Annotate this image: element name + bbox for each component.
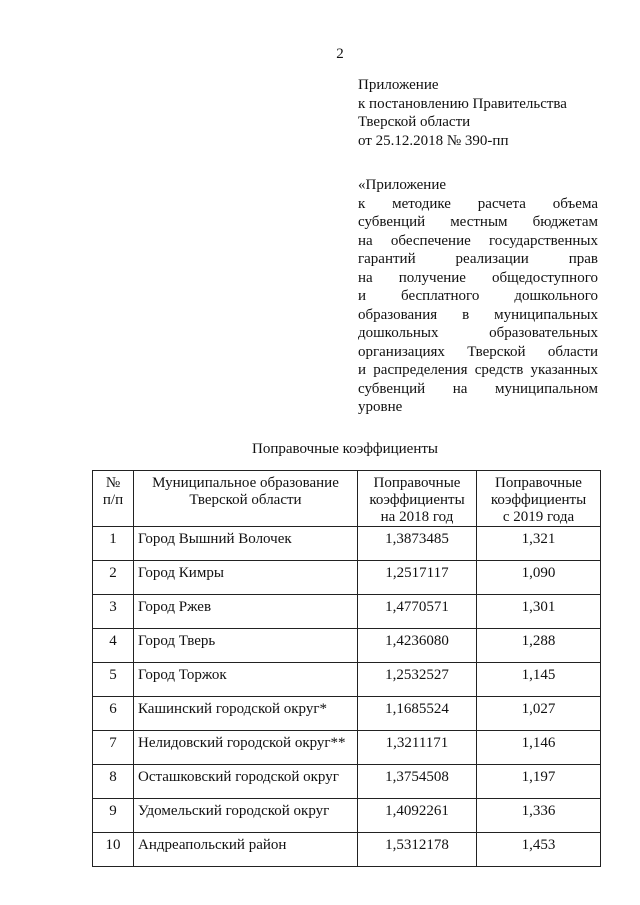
appendix-quote-word: муниципальном: [495, 380, 598, 397]
table-cell: Город Кимры: [134, 561, 358, 595]
table-cell: 1,301: [477, 595, 601, 629]
table-cell: 1,197: [477, 765, 601, 799]
appendix-quote-line: [358, 213, 598, 232]
appendix-quote-word: в: [462, 306, 470, 323]
appendix-quote-word: на: [358, 269, 373, 286]
appendix-quote-word: обеспечение: [390, 232, 471, 249]
appendix-quote-line: [358, 287, 598, 306]
appendix-quote-word: реализации: [455, 251, 529, 267]
table-header-cell: Муниципальное образование Тверской области: [134, 471, 358, 527]
table-cell: Город Торжок: [134, 663, 358, 697]
appendix-quote-line: [358, 250, 598, 269]
appendix-quote-word: области: [547, 343, 598, 360]
appendix-header-line: к постановлению Правительства: [358, 95, 567, 112]
appendix-header-line: Приложение: [358, 77, 439, 93]
table-cell: 1,145: [477, 663, 601, 697]
table-row: [93, 731, 601, 765]
table-cell: 1,2517117: [358, 561, 477, 595]
appendix-quote-word: и: [358, 288, 367, 304]
table-cell: 9: [93, 799, 134, 833]
appendix-quote-line: [358, 398, 598, 417]
table-cell: 1,453: [477, 833, 601, 867]
page-number: 2: [336, 46, 344, 62]
coefficients-table: [92, 470, 601, 867]
table-cell: 4: [93, 629, 134, 663]
appendix-quote-word: организациях: [358, 343, 445, 360]
table-cell: Осташковский городской округ: [134, 765, 358, 799]
table-cell: 1,3873485: [358, 527, 477, 561]
appendix-quote-word: расчета: [477, 195, 526, 212]
table-cell: 1,4770571: [358, 595, 477, 629]
table-row: [93, 561, 601, 595]
table-cell: 1,336: [477, 799, 601, 833]
appendix-header-line: Тверской области: [358, 114, 471, 130]
appendix-quote-word: дошкольных: [358, 325, 439, 341]
table-cell: 10: [93, 833, 134, 867]
table-cell: 2: [93, 561, 134, 595]
table-row: [93, 595, 601, 629]
appendix-quote-word: получение: [398, 269, 466, 286]
table-header-cell: Поправочные коэффициенты с 2019 года: [477, 471, 601, 527]
appendix-quote-word: образовательных: [489, 325, 598, 341]
appendix-quote-word: субвенций: [358, 214, 426, 230]
table-cell: 1,027: [477, 697, 601, 731]
table-cell: 1,2532527: [358, 663, 477, 697]
table-cell: Кашинский городской округ*: [134, 697, 358, 731]
table-row: [93, 697, 601, 731]
table-cell: 7: [93, 731, 134, 765]
appendix-quote-word: прав: [568, 251, 598, 267]
appendix-quote-word: местным: [450, 214, 508, 230]
table-cell: 5: [93, 663, 134, 697]
table-cell: 1,3211171: [358, 731, 477, 765]
appendix-quote-word: бюджетам: [532, 214, 598, 230]
appendix-quote: [358, 176, 598, 417]
table-cell: 6: [93, 697, 134, 731]
appendix-quote-word: на: [358, 232, 373, 249]
appendix-quote-word: государственных: [489, 232, 598, 249]
appendix-quote-line: [358, 269, 598, 288]
table-row: [93, 833, 601, 867]
table-cell: 1,4236080: [358, 629, 477, 663]
appendix-quote-word: общедоступного: [491, 269, 598, 286]
table-title: Поправочные коэффициенты: [252, 441, 438, 457]
table-row: [93, 799, 601, 833]
table-cell: 1,3754508: [358, 765, 477, 799]
table-cell: Андреапольский район: [134, 833, 358, 867]
appendix-quote-word: методике: [392, 195, 451, 212]
table-cell: Удомельский городской округ: [134, 799, 358, 833]
table-row: [93, 527, 601, 561]
appendix-quote-line: [358, 343, 598, 362]
table-row: [93, 663, 601, 697]
table-cell: Нелидовский городской округ**: [134, 731, 358, 765]
appendix-quote-word: распределения: [373, 362, 468, 378]
table-cell: 1,090: [477, 561, 601, 595]
appendix-quote-word: на: [452, 380, 468, 397]
table-cell: 3: [93, 595, 134, 629]
appendix-quote-word: и: [358, 362, 367, 378]
table-cell: 1,1685524: [358, 697, 477, 731]
appendix-quote-word: бесплатного: [401, 288, 480, 304]
appendix-quote-word: Тверской: [467, 343, 526, 360]
appendix-quote-word: муниципальных: [494, 306, 598, 323]
appendix-quote-line: [358, 306, 598, 325]
table-cell: 1,146: [477, 731, 601, 765]
table-header-cell: № п/п: [93, 471, 134, 527]
appendix-quote-line: [358, 176, 598, 195]
appendix-quote-word: к: [358, 195, 366, 212]
appendix-header: [358, 76, 567, 150]
appendix-quote-line: [358, 324, 598, 343]
appendix-quote-word: уровне: [358, 399, 403, 415]
appendix-quote-line: [358, 232, 598, 251]
table-cell: Город Ржев: [134, 595, 358, 629]
table-cell: 1,321: [477, 527, 601, 561]
appendix-quote-word: указанных: [530, 362, 598, 378]
table-cell: 1,288: [477, 629, 601, 663]
appendix-quote-line: [358, 380, 598, 399]
appendix-quote-word: образования: [358, 306, 438, 323]
table-row: [93, 765, 601, 799]
appendix-quote-word: объема: [552, 195, 598, 212]
table-row: [93, 629, 601, 663]
table-header-cell: Поправочные коэффициенты на 2018 год: [358, 471, 477, 527]
table-header-row: [93, 471, 601, 527]
appendix-header-line: от 25.12.2018 № 390-пп: [358, 132, 509, 149]
table-cell: Город Вышний Волочек: [134, 527, 358, 561]
table-cell: 8: [93, 765, 134, 799]
appendix-quote-word: дошкольного: [514, 288, 598, 304]
table-cell: 1,4092261: [358, 799, 477, 833]
table-cell: Город Тверь: [134, 629, 358, 663]
appendix-quote-line: [358, 195, 598, 214]
table-cell: 1,5312178: [358, 833, 477, 867]
table-cell: 1: [93, 527, 134, 561]
appendix-quote-word: средств: [474, 362, 524, 378]
appendix-quote-word: субвенций: [358, 380, 426, 397]
appendix-quote-word: «Приложение: [358, 177, 447, 193]
appendix-quote-word: гарантий: [358, 251, 416, 267]
appendix-quote-line: [358, 361, 598, 380]
